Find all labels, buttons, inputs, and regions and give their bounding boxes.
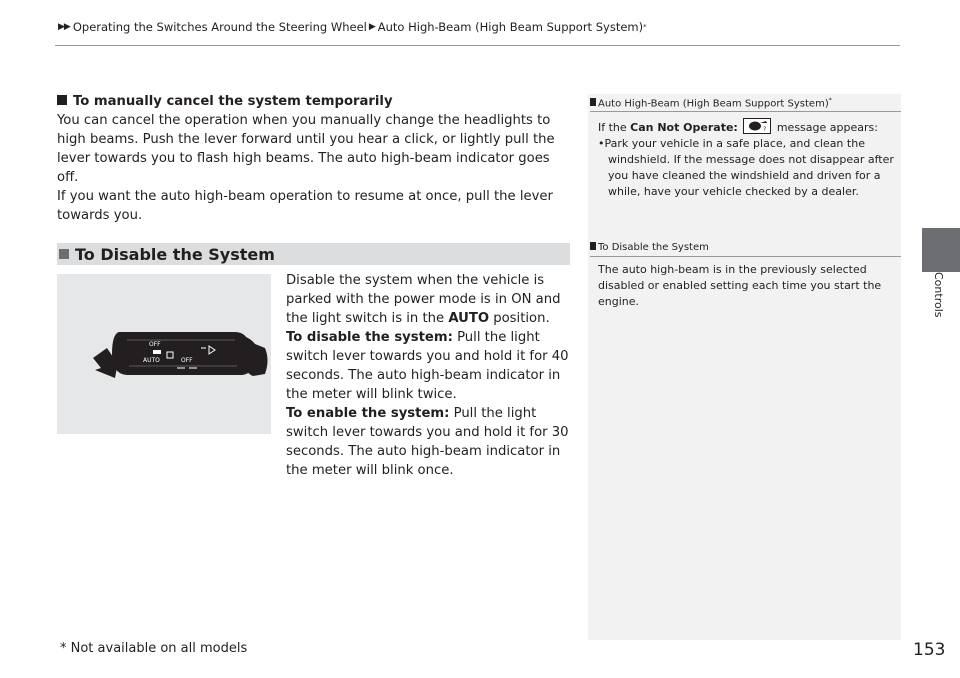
note-line-b: message appears: xyxy=(773,121,878,134)
page-number: 153 xyxy=(913,640,946,660)
note-bullet-text: Park your vehicle in a safe place, and clean the windshield. If the message does not disappear after you have cleaned the windshield and driven for a while, have your vehicle checked by a dealer. xyxy=(604,137,894,198)
note-heading-text: To Disable the System xyxy=(598,242,709,253)
figure-label: AUTO xyxy=(143,357,160,364)
intro-text-a: Disable the system when the vehicle is parked with the power mode is in ON and the light switch is in the xyxy=(286,273,561,326)
note-rule xyxy=(590,111,901,112)
light-switch-lever-icon xyxy=(57,274,271,434)
chapter-label-text: Controls xyxy=(932,272,945,318)
figure-label: OFF xyxy=(181,357,193,364)
intro-text-b: position. xyxy=(489,311,550,326)
chapter-tab-label xyxy=(922,272,960,342)
breadcrumb-asterisk: * xyxy=(643,23,647,31)
disable-label: To disable the system: xyxy=(286,330,453,345)
section-title: To Disable the System xyxy=(75,244,275,264)
breadcrumb-arrow-icon: ▶ xyxy=(368,22,375,32)
light-switch-lever-figure xyxy=(57,274,271,434)
note-marker-icon xyxy=(590,242,596,250)
breadcrumb-arrow-icon: ▶▶ xyxy=(58,22,70,32)
section-title-band xyxy=(57,243,570,265)
resume-paragraph: If you want the auto high-beam operation to resume at once, pull the lever towards you. xyxy=(57,189,553,223)
note-body xyxy=(598,118,894,200)
enable-label: To enable the system: xyxy=(286,406,450,421)
note-body: The auto high-beam is in the previously selected disabled or enabled setting each time you start the engine. xyxy=(598,263,882,308)
note-marker-icon xyxy=(590,98,596,106)
note-heading xyxy=(590,242,709,253)
figure-label: OFF xyxy=(149,341,161,348)
auto-position-label: AUTO xyxy=(448,311,490,326)
note-asterisk: * xyxy=(828,97,832,104)
subsection-heading-text: To manually cancel the system temporarily xyxy=(73,94,393,109)
enable-text: Pull the light switch lever towards you and hold it for 30 seconds. The auto high-beam indicator in the meter will blink once. xyxy=(286,406,569,478)
camera-warning-icon xyxy=(743,118,771,134)
message-name: Can Not Operate: xyxy=(630,121,738,134)
square-bullet-icon xyxy=(59,249,69,259)
subsection-heading xyxy=(57,94,393,109)
bullet-icon: • xyxy=(598,137,605,150)
cancel-paragraph: You can cancel the operation when you manually change the headlights to high beams. Push the lever forward until you hear a click, or lightly pull the lever towards you to flash high beams. The auto high-beam indicator goes off. xyxy=(57,113,555,185)
chapter-tab-marker xyxy=(922,228,960,272)
footnote: * Not available on all models xyxy=(60,641,248,656)
note-rule xyxy=(590,256,901,257)
breadcrumb xyxy=(58,20,647,34)
svg-text:?: ? xyxy=(763,126,767,133)
breadcrumb-part1: Operating the Switches Around the Steering Wheel xyxy=(72,20,367,34)
disable-text: Pull the light switch lever towards you and hold it for 40 seconds. The auto high-beam indicator in the meter will blink twice. xyxy=(286,330,569,402)
square-bullet-icon xyxy=(57,95,67,105)
disable-instructions xyxy=(286,271,576,480)
breadcrumb-part2: Auto High-Beam (High Beam Support System) xyxy=(377,20,644,34)
note-line-a: If the xyxy=(598,121,631,134)
header-rule xyxy=(55,45,900,46)
note-heading xyxy=(590,97,832,109)
note-heading-text: Auto High-Beam (High Beam Support System) xyxy=(598,98,829,110)
